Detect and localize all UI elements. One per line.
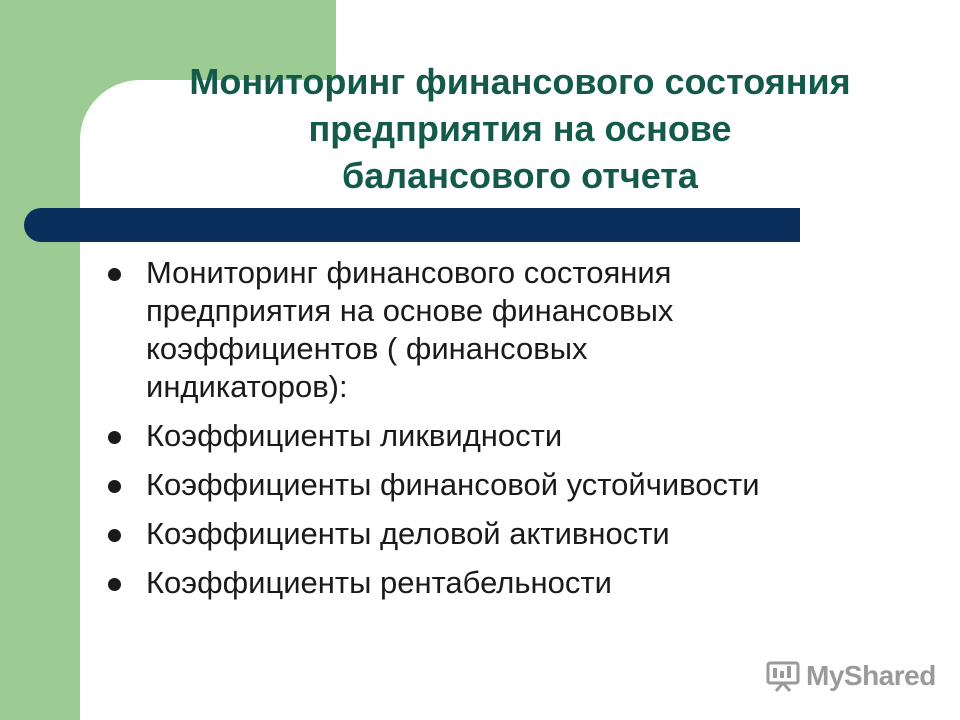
title-line: балансового отчета [342, 155, 698, 196]
bullet-dot-icon [108, 431, 121, 444]
slide-title [110, 58, 930, 199]
title-line: Мониторинг финансового состояния [189, 61, 851, 102]
bullet-dot-icon [108, 268, 121, 281]
bullet-text [146, 254, 928, 406]
bullet-line: Мониторинг финансового состояния [146, 255, 672, 290]
title-line: предприятия на основе [308, 108, 732, 149]
bullet-text [146, 466, 928, 504]
bullet-item [108, 417, 928, 455]
title-underline-bar [24, 208, 800, 242]
watermark-text: MyShared [806, 660, 936, 691]
bullet-dot-icon [108, 529, 121, 542]
bullet-item [108, 254, 928, 406]
bullet-line: Коэффициенты рентабельности [146, 565, 612, 600]
bullet-line: предприятия на основе финансовых [146, 293, 674, 328]
bullet-text [146, 417, 928, 455]
bullet-list [108, 254, 928, 613]
bullet-dot-icon [108, 480, 121, 493]
bullet-line: коэффициентов ( финансовых [146, 331, 588, 366]
green-side-strip [0, 0, 80, 720]
bullet-item [108, 564, 928, 602]
bullet-item [108, 515, 928, 553]
bullet-line: Коэффициенты финансовой устойчивости [146, 467, 760, 502]
bullet-text [146, 564, 928, 602]
bullet-item [108, 466, 928, 504]
presentation-screen-icon [766, 660, 800, 692]
bullet-dot-icon [108, 578, 121, 591]
bullet-line: Коэффициенты ликвидности [146, 418, 563, 453]
bullet-line: Коэффициенты деловой активности [146, 516, 670, 551]
bullet-line: индикаторов): [146, 369, 348, 404]
myshared-watermark [766, 658, 936, 694]
bullet-text [146, 515, 928, 553]
